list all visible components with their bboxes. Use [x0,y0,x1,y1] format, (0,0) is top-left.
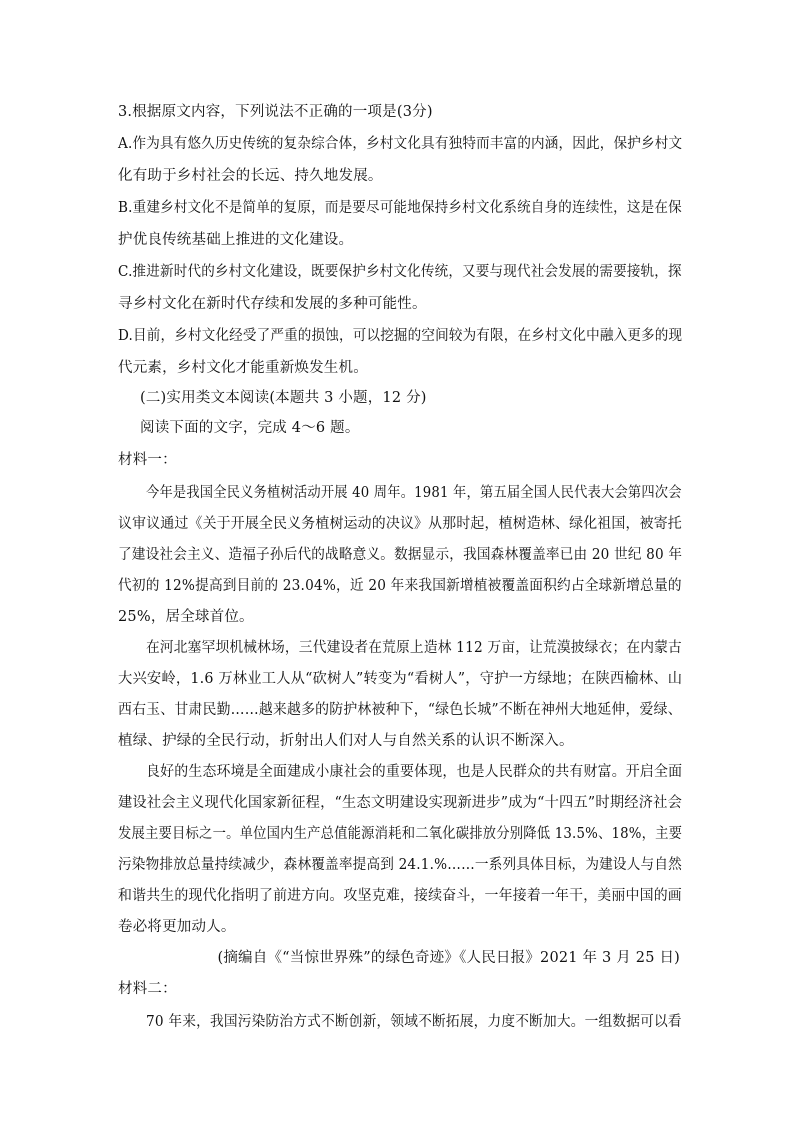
option-b-line-2: 护优良传统基础上推进的文化建设。 [118,232,354,248]
option-d-line-2: 代元素，乡村文化才能重新焕发生机。 [118,360,368,376]
option-c-line-1: C.推进新时代的乡村文化建设，既要保护乡村文化传统，又要与现代社会发展的需要接轨，探 [118,264,682,280]
material-1-source: (摘编自《“当惊世界殊”的绿色奇迹》《人民日报》2021 年 3 月 25 日) [217,950,680,966]
material-1-p3-line-1: 良好的生态环境是全面建成小康社会的重要体现，也是人民群众的共有财富。开启全面 [146,764,683,780]
option-d-line-1: D.目前，乡村文化经受了严重的损蚀，可以挖掘的空间较为有限，在乡村文化中融入更多的现 [118,328,683,344]
material-1-p2-line-4: 植绿、护绿的全民行动，折射出人们对人与自然关系的认识不断深入。 [118,733,574,749]
section-2-heading: (二)实用类文本阅读(本题共 3 小题，12 分) [140,390,427,406]
material-1-p1-line-2: 议审议通过《关于开展全民义务植树运动的决议》从那时起，植树造林、绿化祖国，被寄托 [118,516,682,532]
option-a-line-2: 化有助于乡村社会的长远、持久地发展。 [118,168,383,184]
material-1-p3-line-3: 发展主要目标之一。单位国内生产总值能源消耗和二氧化碳排放分别降低 13.5%、18%，主要 [118,826,683,842]
option-a-line-1: A.作为具有悠久历史传统的复杂综合体，乡村文化具有独特而丰富的内涵，因此，保护乡村文 [118,136,683,152]
material-1-p1-line-3: 了建设社会主义、造福子孙后代的战略意义。数据显示，我国森林覆盖率已由 20 世纪 80 年 [118,547,683,563]
material-1-p2-line-1: 在河北塞罕坝机械林场，三代建设者在荒原上造林 112 万亩，让荒漠披绿衣；在内蒙古 [146,640,682,656]
material-1-p2-line-3: 西右玉、甘肃民勤……越来越多的防护林被种下，“绿色长城”不断在神州大地延伸，爱绿、 [118,702,682,718]
option-c-line-2: 寻乡村文化在新时代存续和发展的多种可能性。 [118,296,427,312]
material-1-p1-line-5: 25%，居全球首位。 [118,609,254,625]
material-1-p3-line-5: 和谐共生的现代化指明了前进方向。攻坚克难，接续奋斗，一年接着一年干，美丽中国的画 [118,888,682,904]
question-3-stem: 3.根据原文内容，下列说法不正确的一项是(3分) [118,104,433,120]
material-1-label: 材料一： [118,452,177,468]
option-b-line-1: B.重建乡村文化不是简单的复原，而是要尽可能地保持乡村文化系统自身的连续性，这是在保 [118,200,682,216]
material-1-p1-line-4: 代初的 12%提高到目前的 23.04%，近 20 年来我国新增植被覆盖面积约占全球新增总量的 [118,578,682,594]
section-2-instruction: 阅读下面的文字，完成 4～6 题。 [140,420,360,436]
material-1-p3-line-2: 建设社会主义现代化国家新征程，“生态文明建设实现新进步”成为“十四五”时期经济社会 [118,795,683,811]
material-1-p1-line-1: 今年是我国全民义务植树活动开展 40 周年。1981 年，第五届全国人民代表大会第四次会 [146,485,682,501]
material-1-p2-line-2: 大兴安岭，1.6 万林业工人从“砍树人”转变为“看树人”，守护一方绿地；在陕西榆林、山 [118,671,683,687]
material-1-p3-line-4: 污染物排放总量持续减少，森林覆盖率提高到 24.1.%……一系列具体目标，为建设人与自然 [118,857,682,873]
material-2-label: 材料二： [118,981,177,997]
material-1-p3-line-6: 卷必将更加动人。 [118,919,236,935]
material-2-p1-line-1: 70 年来，我国污染防治方式不断创新，领域不断拓展，力度不断加大。一组数据可以看 [146,1014,682,1030]
